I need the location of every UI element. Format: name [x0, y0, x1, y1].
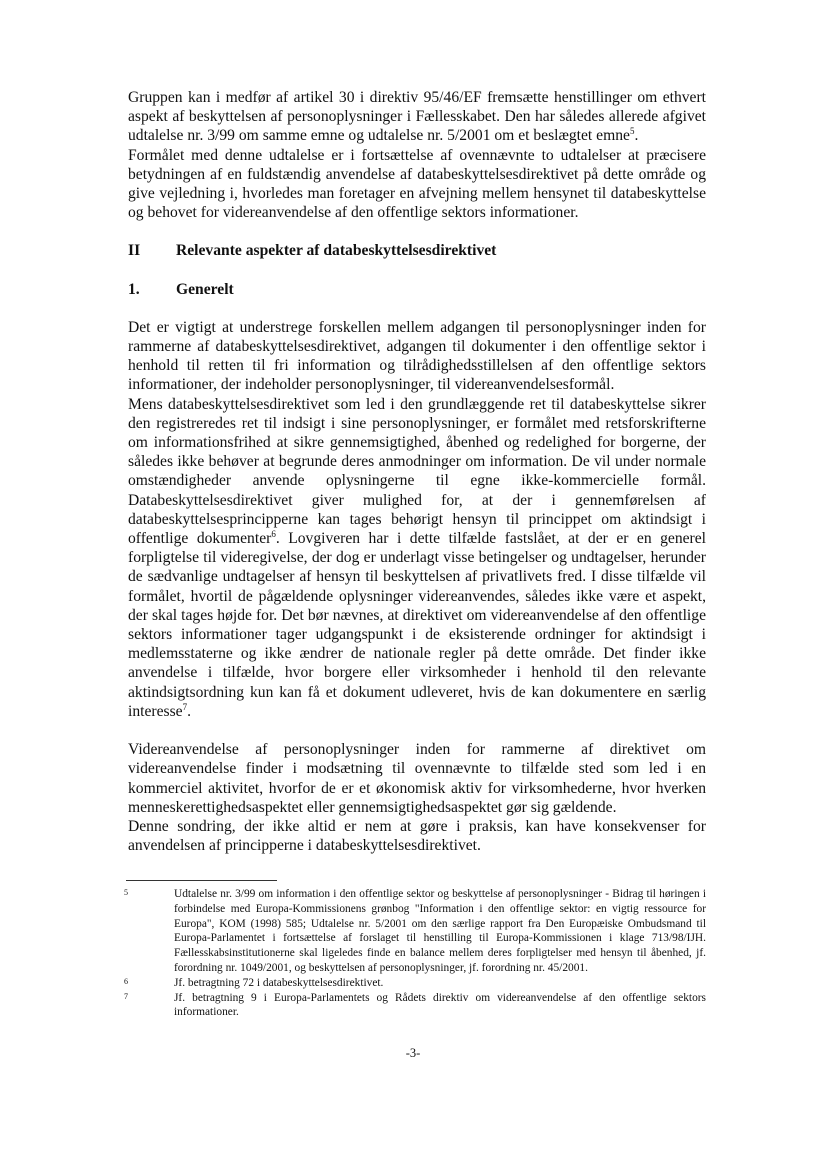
footnote-ref-7[interactable]: 7: [182, 701, 188, 712]
section-title: Relevante aspekter af databeskyttelsesdirektivet: [176, 242, 497, 260]
footnote-ref-6[interactable]: 6: [271, 528, 276, 539]
intro-paragraph-1: Gruppen kan i medfør af artikel 30 i direktiv 95/46/EF fremsætte henstillinger om ethvert aspekt af beskyttelsen af personoplysninger i Fællesskabet. Den har således allerede afgivet udtalelse nr. 3/99 om samme emne og udtalelse nr. 5/2001 om et beslægtet emne$^5$.: [128, 89, 706, 145]
document-body: [128, 88, 706, 855]
body-paragraph-2: Mens databeskyttelsesdirektivet som led i den grundlæggende ret til databeskyttelse sikrer den registreredes ret til indsigt i sine personoplysninger, er formålet med retsforskrifterne om informationsfrihed at sikre gennemsigtighed, åbenhed og redelighed for borgerne, der således ikke behøver at begrunde deres anmodninger om information. De vil under normale omstændigheder anvende oplysningerne til egne ikke-kommercielle formål. Databeskyttelsesdirektivet giver mulighed for, at der i gennemførelsen af databeskyttelsesprincipperne kan tages behørigt hensyn til princippet om aktindsigt i offentlige dokumenter$^6$. Lovgiveren har i dette tilfælde fastslået, at der er en generel forpligtelse til videregivelse, der dog er underlagt visse betingelser og undtagelser, herunder de sædvanlige undtagelser af hensyn til beskyttelsen af privatlivets fred. I disse tilfælde vil formålet, hvortil de pågældende oplysninger videreanvendes, således ikke være et aspekt, der skal tages højde for. Det bør nævnes, at direktivet om videreanvendelse af den offentlige sektors informationer tager udgangspunkt i de eksisterende ordninger for aktindsigt i medlemsstaterne og ikke ændrer de nationale regler på dette område. Det finder ikke anvendelse i tilfælde, hvor borgere eller virksomheder i henhold til den relevante aktindsigtsordning kun kan få et dokument udleveret, hvis de kan dokumentere en særlig interesse$^7$.: [128, 395, 707, 720]
footnote-number: 6: [124, 976, 128, 986]
footnote: [124, 991, 706, 1021]
section-number: II: [128, 242, 141, 260]
body-paragraph-1: Det er vigtigt at understrege forskellen mellem adgangen til personoplysninger inden for rammerne af databeskyttelsesdirektivet, adgangen til dokumenter i den offentlige sektor i henhold til retten til fri information og tilrådighedsstillelsen af den offentlige sektors informationer, der indeholder personoplysninger, til videreanvendelsesformål.: [128, 318, 706, 394]
footnote-text: Udtalelse nr. 3/99 om information i den offentlige sektor og beskyttelse af personoplysninger - Bidrag til høringen i forbindelse med Europa-Kommissionens grønbog "Information i den offentlige sektor: en vigtig ressource for Europa", KOM (1998) 585; Udtalelse nr. 5/2001 om den særlige rapport fra Den Europæiske Ombudsmand til Europa-Parlamentet i fortsættelse af forslaget til henstilling til Europa-Kommissionen i klage 713/98/IJH. Fællesskabsinstitutionerne skal ligeledes finde en balance mellem deres forpligtelser med hensyn til åbenhed, jf. forordning nr. 1049/2001, og beskyttelsen af personoplysninger, jf. forordning nr. 45/2001.: [174, 888, 706, 974]
footnote-ref-5[interactable]: 5: [629, 126, 635, 137]
footnotes: [124, 887, 706, 1020]
footnote-separator: [126, 880, 277, 881]
footnote-text: Jf. betragtning 9 i Europa-Parlamentets og Rådets direktiv om videreanvendelse af den offentlige sektors informationer.: [174, 991, 706, 1019]
subsection-title: Generelt: [176, 280, 234, 298]
footnote-number: 7: [124, 991, 128, 1001]
page-number: -3-: [405, 1046, 421, 1060]
section-heading: [128, 241, 706, 260]
body-paragraph-3: Videreanvendelse af personoplysninger inden for rammerne af direktivet om videreanvendelse finder i modsætning til ovennævnte to tilfælde sted som led i en kommerciel aktivitet, hvorfor de er et økonomisk aktiv for virksomhederne, hvor hverken menneskerettighedsaspektet eller gennemsigtighedsaspektet gør sig gældende.: [128, 741, 706, 816]
footnote: [124, 887, 706, 976]
subsection-number: 1.: [128, 280, 140, 298]
subsection-heading: [128, 280, 706, 299]
body-paragraph-4: Denne sondring, der ikke altid er nem at gøre i praksis, kan have konsekvenser for anvendelsen af principperne i databeskyttelsesdirektivet.: [128, 817, 706, 855]
footnote-text: Jf. betragtning 72 i databeskyttelsesdirektivet.: [174, 976, 384, 989]
intro-paragraph-2: Formålet med denne udtalelse er i fortsættelse af ovennævnte to udtalelser at præcisere betydningen af en fuldstændig anvendelse af databeskyttelsesdirektivet på dette område og give vejledning i, hvorledes man foretager en afvejning mellem hensynet til databeskyttelse og behovet for videreanvendelse af den offentlige sektors informationer.: [128, 146, 706, 222]
footnote-number: 5: [124, 888, 128, 897]
footnote: [124, 976, 706, 991]
